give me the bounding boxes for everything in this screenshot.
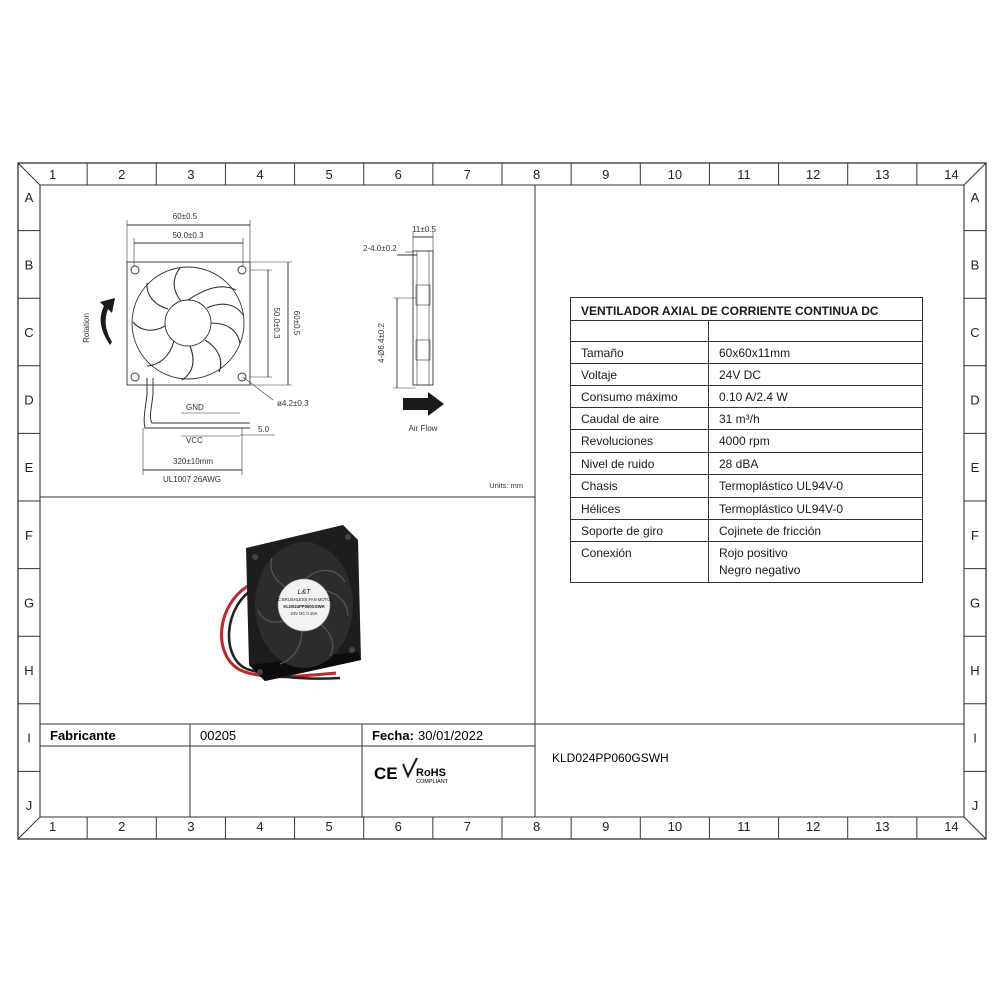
row-label-left-C: C [24, 325, 34, 340]
row-label-right-A: A [970, 189, 980, 205]
row-label-left-F: F [25, 527, 33, 543]
row-label-right-C: C [970, 325, 980, 340]
row-label-left-B: B [24, 257, 34, 273]
column-label-bottom-12: 12 [805, 819, 821, 834]
spec-key: Revoluciones [581, 434, 654, 448]
rohs-logo [403, 758, 449, 785]
rotation-label: Rotation [82, 313, 91, 343]
dim-width-outer: 60±0.5 [172, 212, 198, 221]
column-label-bottom-9: 9 [602, 819, 610, 834]
dim-cable: 320±10mm [173, 457, 213, 466]
column-label-top-13: 13 [875, 167, 890, 182]
spec-key: Caudal de aire [581, 412, 660, 426]
column-label-bottom-14: 14 [944, 819, 959, 834]
side-view-drawing [393, 232, 433, 388]
spec-value-secondary: Negro negativo [719, 563, 801, 577]
part-number: KLD024PP060GSWH [552, 751, 669, 765]
spec-value: 24V DC [719, 368, 762, 382]
spec-value: 4000 rpm [719, 434, 770, 448]
manufacturer-label: Fabricante [50, 728, 116, 743]
spec-key: Voltaje [581, 368, 618, 382]
rotation-arrow-icon [100, 298, 115, 345]
dim-thickness: 11±0.5 [412, 225, 436, 234]
column-label-top-9: 9 [602, 167, 610, 182]
spec-value: 0.10 A/2.4 W [719, 390, 788, 404]
spec-key: Conexión [581, 546, 632, 560]
row-label-right-B: B [970, 257, 980, 273]
column-label-top-5: 5 [325, 167, 333, 182]
photo-label-brand: L&T [297, 589, 311, 596]
fan-photo [222, 525, 361, 681]
column-label-bottom-4: 4 [256, 819, 264, 834]
column-label-top-8: 8 [532, 167, 541, 182]
column-label-bottom-11: 11 [737, 819, 751, 834]
column-label-bottom-8: 8 [532, 819, 541, 834]
dim-hole: ø4.2±0.3 [277, 399, 309, 408]
spec-key: Tamaño [581, 346, 624, 360]
row-label-right-G: G [969, 595, 981, 611]
rohs-mark: RoHS [416, 767, 446, 779]
rohs-sub: COMPLIANT [416, 779, 449, 785]
spec-value: Termoplástico UL94V-0 [719, 479, 844, 493]
column-label-bottom-7: 7 [463, 819, 472, 834]
column-label-bottom-6: 6 [394, 819, 402, 834]
column-label-bottom-10: 10 [667, 819, 683, 834]
dim-strip: 5.0 [258, 425, 270, 434]
column-label-top-11: 11 [737, 167, 751, 182]
dim-height-inner: 50.0±0.3 [272, 307, 281, 339]
row-label-right-E: E [970, 460, 980, 476]
airflow-arrow-icon [403, 392, 444, 416]
vcc-label: VCC [186, 436, 203, 445]
row-label-right-J: J [971, 798, 979, 814]
row-label-left-I: I [27, 730, 31, 746]
spec-value: 60x60x11mm [719, 346, 791, 360]
column-label-bottom-3: 3 [187, 819, 195, 834]
ce-mark: CE [374, 764, 398, 783]
spec-value: Rojo positivo [719, 546, 788, 560]
spec-value: 28 dBA [719, 457, 759, 471]
spec-key: Nivel de ruido [581, 457, 655, 471]
front-view-drawing [127, 220, 292, 475]
column-label-top-4: 4 [256, 167, 264, 182]
column-label-top-7: 7 [463, 167, 472, 182]
spec-key: Consumo máximo [581, 390, 678, 404]
row-label-left-A: A [24, 189, 34, 205]
spec-table [570, 297, 923, 583]
row-label-right-H: H [970, 663, 980, 678]
dim-width-inner: 50.0±0.3 [172, 231, 204, 240]
airflow-label: Air Flow [408, 424, 438, 433]
column-label-bottom-13: 13 [875, 819, 890, 834]
row-label-left-D: D [24, 392, 34, 408]
photo-label-model: KLD024PP060GSWH [283, 604, 325, 609]
column-label-top-6: 6 [394, 167, 402, 182]
spec-value: Cojinete de fricción [719, 524, 822, 538]
column-label-top-3: 3 [187, 167, 195, 182]
photo-label-title: DC BRUSHLESS FAN MOTOR [274, 597, 334, 602]
dim-holes: 4-Ø6.4±0.2 [377, 323, 386, 363]
column-label-top-14: 14 [944, 167, 959, 182]
column-label-top-12: 12 [805, 167, 821, 182]
date-value: 30/01/2022 [418, 728, 484, 743]
row-label-right-I: I [973, 730, 977, 746]
row-label-left-E: E [24, 460, 34, 476]
column-label-bottom-1: 1 [48, 819, 57, 834]
spec-key: Chasis [581, 479, 618, 493]
cable-spec: UL1007 26AWG [163, 475, 221, 484]
photo-label-rating: 24V DC 0.10A [290, 611, 318, 616]
column-label-top-10: 10 [667, 167, 683, 182]
date-label: Fecha: [372, 728, 414, 743]
units-label: Units: mm [489, 481, 523, 490]
dim-flange: 2-4.0±0.2 [363, 244, 397, 253]
spec-table-title: VENTILADOR AXIAL DE CORRIENTE CONTINUA DC [581, 304, 879, 318]
row-label-left-G: G [23, 595, 35, 611]
gnd-label: GND [186, 403, 204, 412]
row-label-right-D: D [970, 392, 980, 408]
spec-value: 31 m³/h [719, 412, 760, 426]
manufacturer-code: 00205 [200, 728, 237, 743]
row-label-right-F: F [971, 527, 979, 543]
row-label-left-J: J [25, 798, 33, 814]
spec-key: Soporte de giro [581, 524, 664, 538]
column-label-top-2: 2 [118, 167, 126, 182]
spec-value: Termoplástico UL94V-0 [719, 502, 844, 516]
column-label-bottom-2: 2 [118, 819, 126, 834]
spec-key: Hélices [581, 502, 621, 516]
dim-height-outer: 60±0.5 [292, 310, 301, 336]
column-label-top-1: 1 [48, 167, 57, 182]
row-label-left-H: H [24, 663, 34, 678]
column-label-bottom-5: 5 [325, 819, 333, 834]
